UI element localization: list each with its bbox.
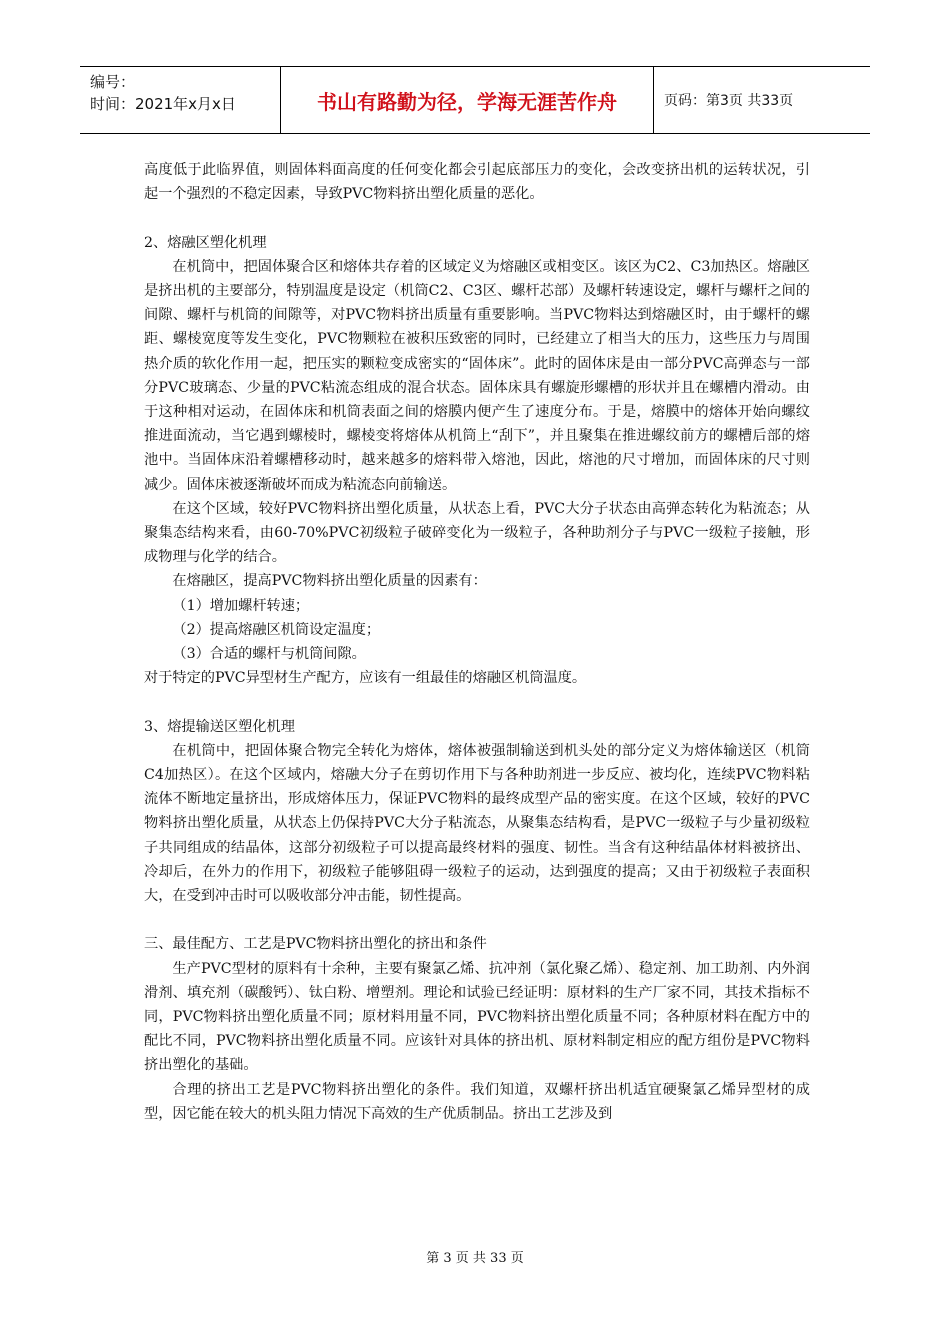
paragraph: 在这个区域，较好PVC物料挤出塑化质量，从状态上看，PVC大分子状态由高弹态转化为粘流态；从聚集态结构来看，由60-70%PVC初级粒子破碎变化为一级粒子，各种助剂分子与PVC一级粒子接触，形成物理与化学的结合。 — [144, 500, 810, 566]
header-motto: 书山有路勤为径，学海无涯苦作舟 — [281, 67, 654, 133]
paragraph: 合理的挤出工艺是PVC物料挤出塑化的条件。我们知道，双螺杆挤出机适宜硬聚氯乙烯异型材的成型，因它能在较大的机头阻力情况下高效的生产优质制品。挤出工艺涉及到 — [144, 1081, 810, 1122]
paragraph-spacer — [144, 908, 810, 932]
header-meta — [80, 67, 281, 133]
document-number-label: 编号： — [90, 73, 136, 91]
document-time-label: 时间：2021年x月x日 — [90, 95, 236, 113]
paragraph-spacer — [144, 690, 810, 714]
page-header — [80, 66, 870, 134]
paragraph: 在熔融区，提高PVC物料挤出塑化质量的因素有： — [172, 573, 487, 590]
paragraph: 在机筒中，把固体聚合区和熔体共存着的区域定义为熔融区或相变区。该区为C2、C3加热区。熔融区是挤出机的主要部分，特别温度是设定（机筒C2、C3区、螺杆芯部）及螺杆转速设定，螺杆与螺杆之间的间隙、螺杆与机筒的间隙等，对PVC物料挤出质量有重要影响。当PVC物料达到熔融区时，由于螺杆的螺距、螺棱宽度等发生变化，PVC物颗粒在被积压致密的同时，已经建立了相当大的压力，这些压力与周围热介质的软化作用一起，把压实的颗粒变成密实的“固体床”。此时的固体床是由一部分PVC高弹态与一部分PVC玻璃态、少量的PVC粘流态组成的混合状态。固体床具有螺旋形螺槽的形状并且在螺槽内滑动。由于这种相对运动，在固体床和机筒表面之间的熔膜内便产生了速度分布。于是，熔膜中的熔体开始向螺纹推进面流动，当它遇到螺棱时，螺棱变将熔体从机筒上“刮下”，并且聚集在推进螺纹前方的螺槽后部的熔池中。当固体床沿着螺槽移动时，越来越多的熔料带入熔池，因此，熔池的尺寸增加，而固体床的尺寸则减少。固体床被逐渐破坏而成为粘流态向前输送。 — [144, 258, 810, 493]
list-item: （3）合适的螺杆与机筒间隙。 — [172, 646, 366, 663]
header-page-number: 页码：第3页 共33页 — [664, 93, 794, 109]
section-heading: 3、熔提输送区塑化机理 — [144, 718, 295, 735]
paragraph: 在机筒中，把固体聚合物完全转化为熔体，熔体被强制输送到机头处的部分定义为熔体输送区（机筒C4加热区）。在这个区域内，熔融大分子在剪切作用下与各种助剂进一步反应、被均化，连续PVC物料粘流体不断地定量挤出，形成熔体压力，保证PVC物料的最终成型产品的密实度。在这个区域，较好的PVC物料挤出塑化质量，从状态上仍保持PVC大分子粘流态，从聚集态结构看，是PVC一级粒子与少量初级粒子共同组成的结晶体，这部分初级粒子可以提高最终材料的强度、韧性。当含有这种结晶体材料被挤出、冷却后，在外力的作用下，初级粒子能够阻碍一级粒子的运动，达到强度的提高；又由于初级粒子表面积大，在受到冲击时可以吸收部分冲击能，韧性提高。 — [144, 742, 810, 905]
paragraph: 对于特定的PVC异型材生产配方，应该有一组最佳的熔融区机筒温度。 — [144, 670, 587, 687]
document-body — [144, 158, 810, 1126]
paragraph-spacer — [144, 206, 810, 230]
paragraph: 高度低于此临界值，则固体料面高度的任何变化都会引起底部压力的变化，会改变挤出机的运转状况，引起一个强烈的不稳定因素，导致PVC物料挤出塑化质量的恶化。 — [144, 162, 810, 203]
list-item: （2）提高熔融区机筒设定温度； — [172, 621, 381, 638]
section-heading: 2、熔融区塑化机理 — [144, 234, 267, 251]
list-item: （1）增加螺杆转速； — [172, 597, 310, 614]
page-footer: 第 3 页 共 33 页 — [426, 1251, 524, 1266]
paragraph: 生产PVC型材的原料有十余种，主要有聚氯乙烯、抗冲剂（氯化聚乙烯）、稳定剂、加工助剂、内外润滑剂、填充剂（碳酸钙）、钛白粉、增塑剂。理论和试验已经证明：原材料的生产厂家不同，其技术指标不同，PVC物料挤出塑化质量不同；原材料用量不同，PVC物料挤出塑化质量不同；各种原材料在配方中的配比不同，PVC物料挤出塑化质量不同。应该针对具体的挤出机、原材料制定相应的配方组份是PVC物料挤出塑化的基础。 — [144, 960, 810, 1074]
section-heading: 三、最佳配方、工艺是PVC物料挤出塑化的挤出和条件 — [144, 936, 487, 953]
